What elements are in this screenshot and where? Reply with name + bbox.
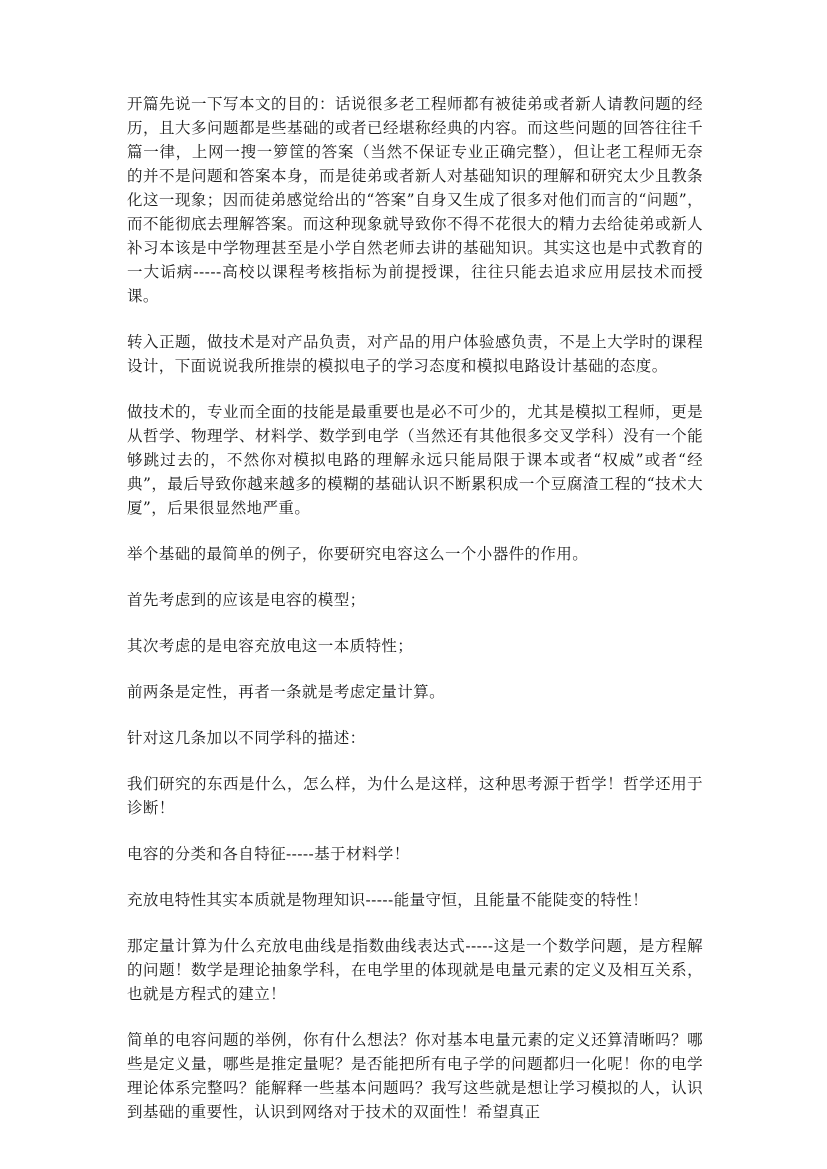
paragraph-intro: 开篇先说一下写本文的目的：话说很多老工程师都有被徒弟或者新人请教问题的经历，且大多问题都是些基础的或者已经堪称经典的内容。而这些问题的回答往往千篇一律，上网一搜一箩筐的答案（当然不保证专业正确完整），但让老工程师无奈的并不是问题和答案本身，而是徒弟或者新人对基础知识的理解和研究太少且教条化这一现象；因而徒弟感觉给出的“答案”自身又生成了很多对他们而言的“问题”，而不能彻底去理解答案。而这种现象就导致你不得不花很大的精力去给徒弟或新人补习本该是中学物理甚至是小学自然老师去讲的基础知识。其实这也是中式教育的一大诟病-----高校以课程考核指标为前提授课，往往只能去追求应用层技术而授课。 [127, 95, 703, 305]
paragraph-example: 举个基础的最简单的例子，你要研究电容这么一个小器件的作用。 [127, 545, 589, 563]
paragraph-second-point: 其次考虑的是电容充放电这一本质特性； [127, 637, 414, 655]
paragraph-physics: 充放电特性其实本质就是物理知识-----能量守恒，且能量不能陡变的特性！ [127, 891, 649, 909]
paragraph-main-topic: 转入正题，做技术是对产品负责，对产品的用户体验感负责，不是上大学时的课程设计，下面说说我所推崇的模拟电子的学习态度和模拟电路设计基础的态度。 [127, 333, 703, 375]
paragraph-math: 那定量计算为什么充放电曲线是指数曲线表达式-----这是一个数学问题，是方程解的问题！数学是理论抽象学科，在电学里的体现就是电量元素的定义及相互关系，也就是方程式的建立！ [127, 937, 703, 1003]
paragraph-first-point: 首先考虑到的应该是电容的模型； [127, 591, 366, 609]
paragraph-skills: 做技术的，专业而全面的技能是最重要也是必不可少的，尤其是模拟工程师，更是从哲学、物理学、材料学、数学到电学（当然还有其他很多交叉学科）没有一个能够跳过去的，不然你对模拟电路的理解永远只能局限于课本或者“权威”或者“经典”，最后导致你越来越多的模糊的基础认识不断累积成一个豆腐渣工程的“技术大厦”，后果很显然地严重。 [127, 403, 703, 517]
document-page [127, 92, 703, 1146]
paragraph-materials: 电容的分类和各自特征-----基于材料学！ [127, 845, 410, 863]
paragraph-third-point: 前两条是定性，再者一条就是考虑定量计算。 [127, 683, 446, 701]
paragraph-disciplines-intro: 针对这几条加以不同学科的描述： [127, 729, 366, 747]
paragraph-philosophy: 我们研究的东西是什么，怎么样，为什么是这样，这种思考源于哲学！哲学还用于诊断！ [127, 775, 703, 817]
paragraph-conclusion: 简单的电容问题的举例，你有什么想法？你对基本电量元素的定义还算清晰吗？哪些是定义量，哪些是推定量呢？是否能把所有电子学的问题都归一化呢！你的电学理论体系完整吗？能解释一些基本问题吗？我写这些就是想让学习模拟的人，认识到基础的重要性，认识到网络对于技术的双面性！希望真正 [127, 1031, 703, 1121]
